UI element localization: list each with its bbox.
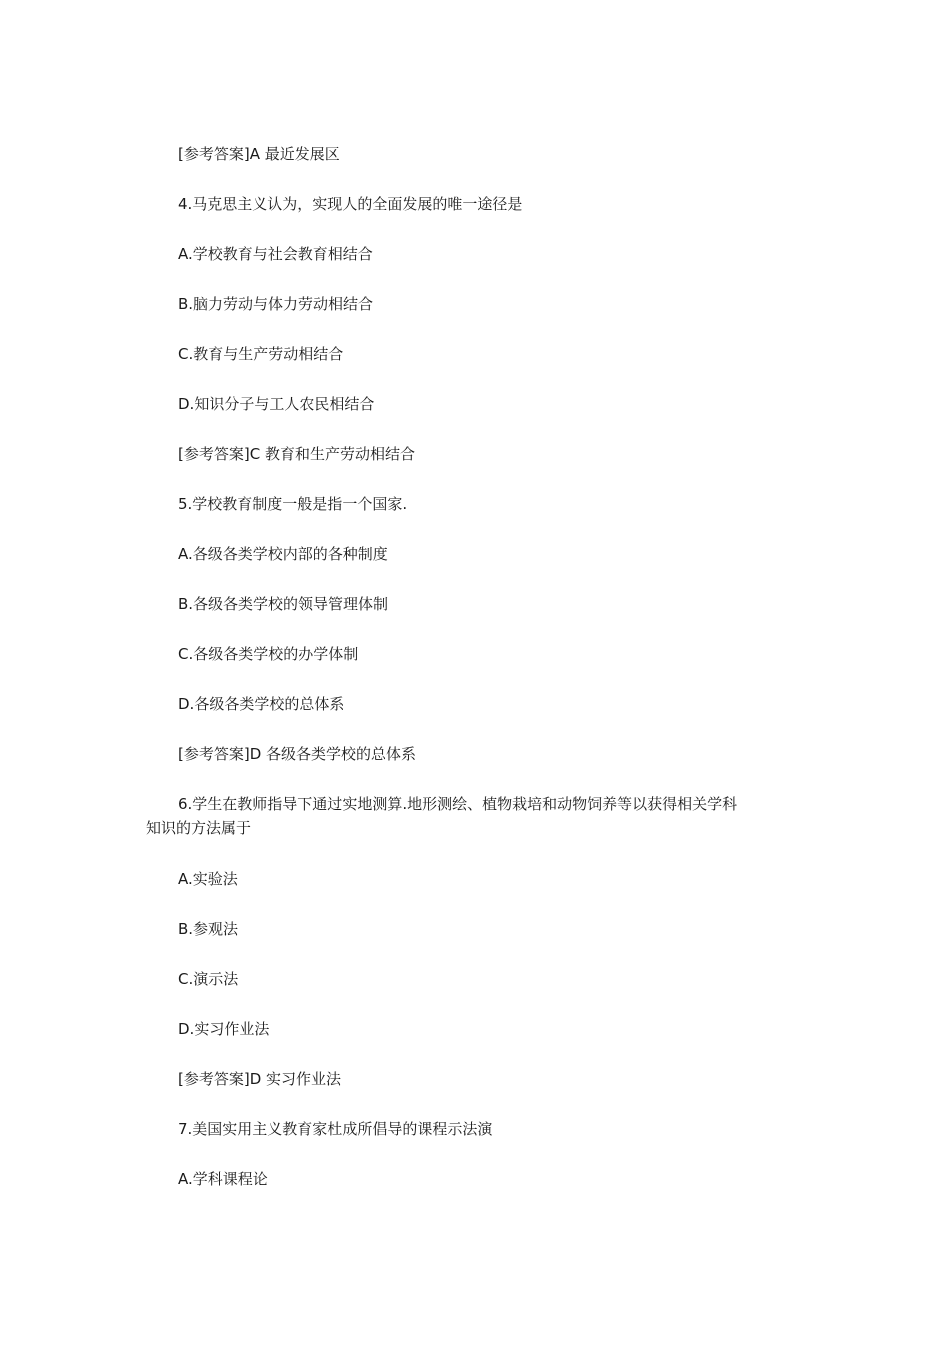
answer-q5: [参考答案]D 各级各类学校的总体系 <box>178 745 417 763</box>
q4-option-b: B.脑力劳动与体力劳动相结合 <box>178 295 374 313</box>
q5-option-a: A.各级各类学校内部的各种制度 <box>178 545 388 563</box>
question-6-line-1: 6.学生在教师指导下通过实地测算.地形测绘、植物栽培和动物饲养等以获得相关学科 <box>178 795 738 813</box>
q6-option-a: A.实验法 <box>178 870 238 888</box>
q6-option-c: C.演示法 <box>178 970 239 988</box>
q5-option-b: B.各级各类学校的领导管理体制 <box>178 595 389 613</box>
answer-q4: [参考答案]C 教育和生产劳动相结合 <box>178 445 415 463</box>
q4-option-c: C.教育与生产劳动相结合 <box>178 345 344 363</box>
q5-option-d: D.各级各类学校的总体系 <box>178 695 345 713</box>
q4-option-a: A.学校教育与社会教育相结合 <box>178 245 373 263</box>
answer-q6: [参考答案]D 实习作业法 <box>178 1070 342 1088</box>
q6-option-d: D.实习作业法 <box>178 1020 270 1038</box>
q4-option-d: D.知识分子与工人农民相结合 <box>178 395 375 413</box>
question-4: 4.马克思主义认为，实现人的全面发展的唯一途径是 <box>178 195 523 213</box>
question-6-line-2: 知识的方法属于 <box>146 819 252 837</box>
q7-option-a: A.学科课程论 <box>178 1170 268 1188</box>
question-5: 5.学校教育制度一般是指一个国家. <box>178 495 408 513</box>
q6-option-b: B.参观法 <box>178 920 239 938</box>
question-6 <box>146 792 826 840</box>
q5-option-c: C.各级各类学校的办学体制 <box>178 645 359 663</box>
question-7: 7.美国实用主义教育家杜成所倡导的课程示法演 <box>178 1120 493 1138</box>
answer-q3: [参考答案]A 最近发展区 <box>178 145 340 163</box>
